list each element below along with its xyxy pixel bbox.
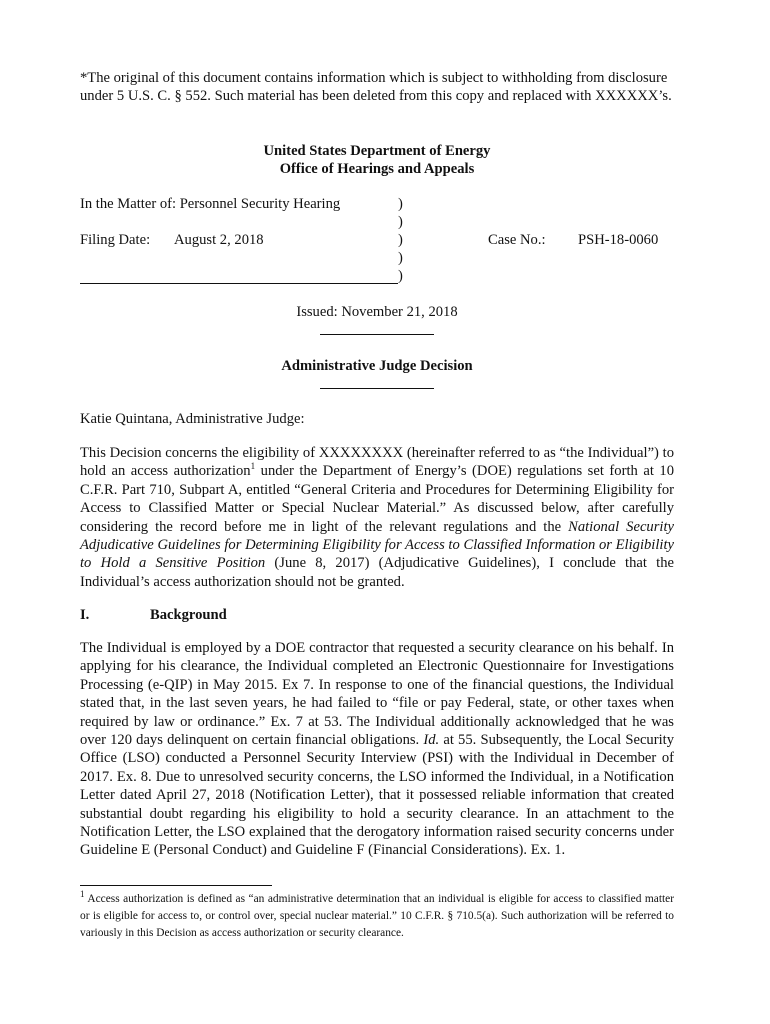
- decision-title: Administrative Judge Decision: [281, 358, 473, 374]
- case-number-value: PSH-18-0060: [578, 232, 659, 248]
- department-heading: United States Department of Energy: [263, 143, 491, 159]
- withholding-notice: *The original of this document contains information which is subject to withholding from disclosure under 5 U.S. C. § 552. Such material has been deleted from this copy and replaced with XXXXXX’s.: [80, 70, 672, 105]
- section-title: Background: [150, 607, 227, 623]
- caption-bracket: ): [398, 232, 403, 248]
- caption-underline: [80, 283, 398, 284]
- office-heading: Office of Hearings and Appeals: [279, 161, 475, 177]
- judge-line: Katie Quintana, Administrative Judge:: [80, 411, 305, 427]
- issued-date: Issued: November 21, 2018: [296, 304, 458, 320]
- background-paragraph: The Individual is employed by a DOE contractor that requested a security clearance on his behalf. In applying for his clearance, the Individual completed an Electronic Questionnaire for Investigations Processing (e-QIP) in May 2015. Ex 7. In response to one of the financial questions, the Individual stated that, in the last seven years, he had failed to “file or pay Federal, state, or other taxes when required by law or ordinance.” Ex. 7 at 53. The Individual additionally acknowledged that he was over 120 days delinquent on certain financial obligations. Id. at 55. Subsequently, the Local Security Office (LSO) conducted a Personnel Security Interview (PSI) with the Individual in December of 2017. Ex. 8. Due to unresolved security concerns, the LSO informed the Individual, in a Notification Letter dated April 27, 2018 (Notification Letter), that it possessed reliable information that created substantial doubt regarding his eligibility to hold a security clearance. In an attachment to the Notification Letter, the LSO explained that the derogatory information raised security concerns under Guideline E (Personal Conduct) and Guideline F (Financial Considerations). Ex. 1.: [80, 640, 674, 859]
- filing-date-value: August 2, 2018: [174, 232, 264, 248]
- caption-bracket: ): [398, 268, 403, 284]
- case-number-label: Case No.:: [488, 232, 546, 248]
- section-number: I.: [80, 607, 90, 623]
- divider: [320, 388, 434, 389]
- intro-paragraph: This Decision concerns the eligibility of XXXXXXXX (hereinafter referred to as “the Individual”) to hold an access authorization$^1$ under the Department of Energy’s (DOE) regulations set forth at 10 C.F.R. Part 710, Subpart A, entitled “General Criteria and Procedures for Determining Eligibility for Access to Classified Matter or Special Nuclear Material.” As discussed below, after carefully considering the record before me in light of the relevant regulations and the National Security Adjudicative Guidelines for Determining Eligibility for Access to Classified Information or Eligibility to Hold a Sensitive Position (June 8, 2017) (Adjudicative Guidelines), I conclude that the Individual’s access authorization should not be granted.: [80, 445, 675, 590]
- caption-bracket: ): [398, 214, 403, 230]
- filing-date-label: Filing Date:: [80, 232, 151, 248]
- footnote-reference: 1: [250, 461, 256, 472]
- caption-bracket: ): [398, 250, 403, 266]
- footnote-marker: 1: [80, 889, 85, 900]
- divider: [320, 334, 434, 335]
- matter-caption: In the Matter of: Personnel Security Hearing: [80, 196, 341, 212]
- footnote: $^1$ Access authorization is defined as “an administrative determination that an individual is eligible for access to classified matter or is eligible for access to, or control over, special nuclear material.” 10 C.F.R. § 710.5(a). Such authorization will be referred to variously in this Decision as access authorization or security clearance.: [80, 889, 674, 939]
- caption-bracket: ): [398, 196, 403, 212]
- footnote-separator: [80, 885, 272, 886]
